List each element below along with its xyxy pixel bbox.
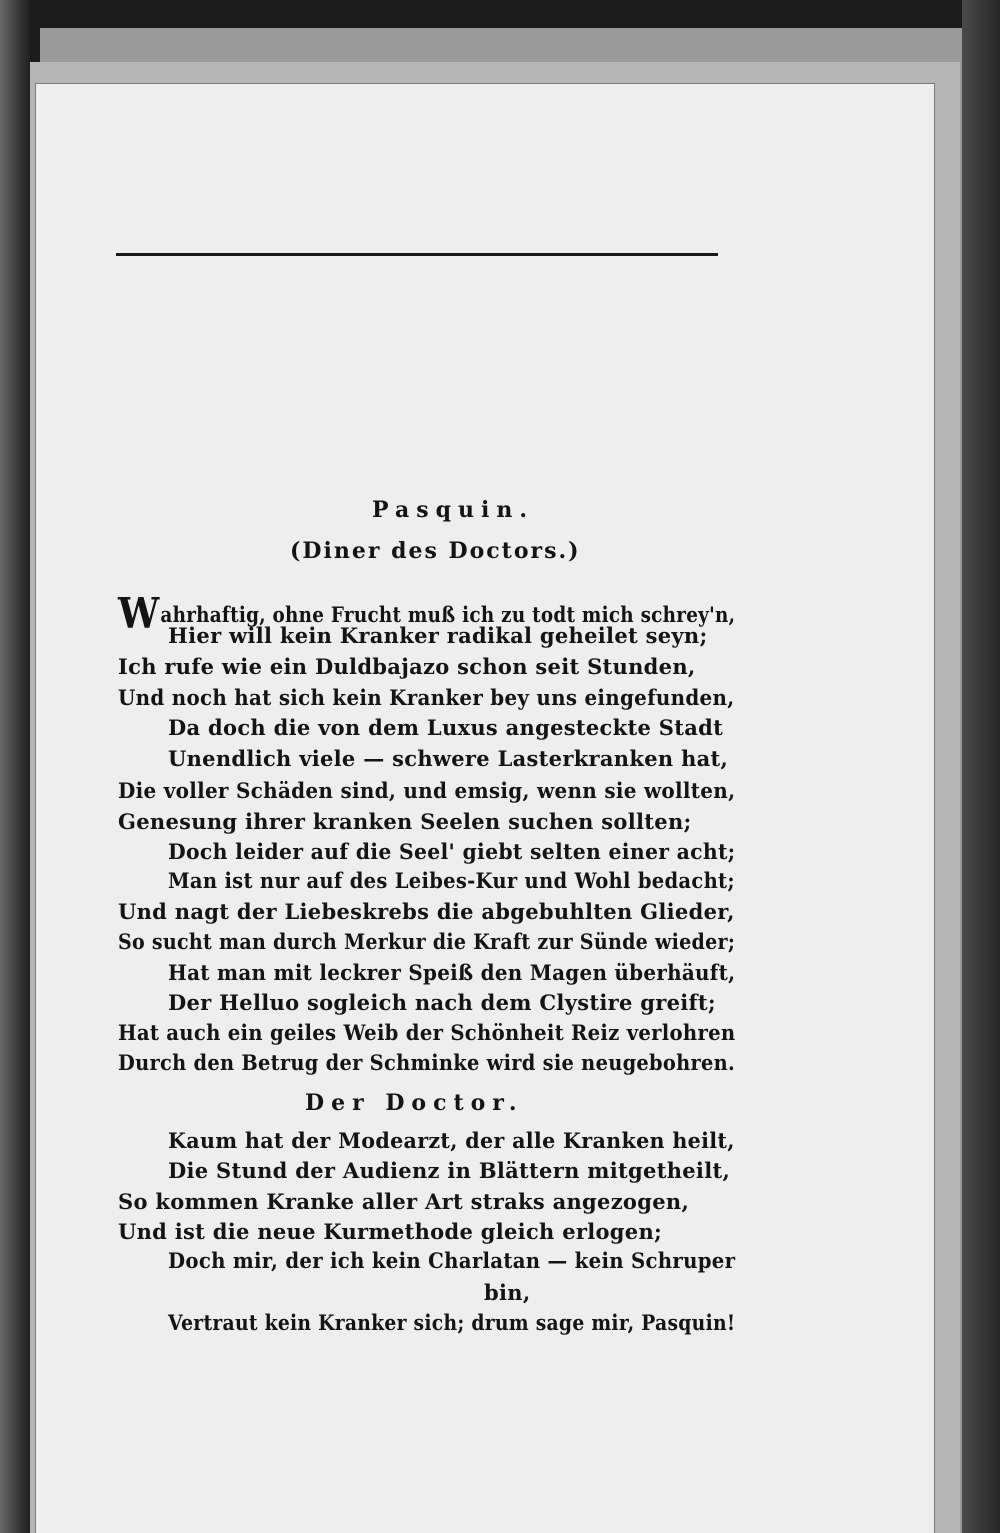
verse-line: Ich rufe wie ein Duldbajazo schon seit Stunden, [118, 654, 696, 679]
verse-line: Unendlich viele — schwere Lasterkranken hat, [168, 746, 729, 771]
heading-pasquin: Pasquin. [372, 497, 534, 523]
verse-line: Hat man mit leckrer Speiß den Magen überhäuft, [168, 960, 736, 985]
header-rule [116, 253, 718, 256]
verse-line: Und noch hat sich kein Kranker bey uns eingefunden, [118, 685, 735, 710]
verse-line: Die voller Schäden sind, und emsig, wenn sie wollten, [118, 778, 736, 803]
verse-line: Genesung ihrer kranken Seelen suchen sollten; [118, 809, 692, 834]
verse-line: Doch mir, der ich kein Charlatan — kein Schruper [168, 1248, 736, 1273]
verse-line: Doch leider auf die Seel' giebt selten einer acht; [168, 839, 736, 864]
verse-line: Und ist die neue Kurmethode gleich erlogen; [118, 1219, 663, 1244]
verse-line: Durch den Betrug der Schminke wird sie neugebohren. [118, 1050, 736, 1075]
verse-line: Kaum hat der Modearzt, der alle Kranken heilt, [168, 1128, 735, 1153]
verse-line: Vertraut kein Kranker sich; drum sage mir, Pasquin! [168, 1310, 736, 1335]
drop-cap: W [118, 589, 160, 638]
verse-line: So sucht man durch Merkur die Kraft zur Sünde wieder; [118, 929, 736, 954]
verse-line: Hier will kein Kranker radikal geheilet seyn; [168, 623, 708, 648]
verse-line-continuation: bin, [484, 1280, 531, 1305]
verse-line: Hat auch ein geiles Weib der Schönheit Reiz verlohren [118, 1020, 736, 1045]
verse-line-1: Wahrhaftig, ohne Frucht muß ich zu todt mich schrey'n, [118, 589, 736, 638]
subheading: (Diner des Doctors.) [290, 538, 581, 564]
book-edge [962, 0, 1000, 1533]
verse-line: Man ist nur auf des Leibes-Kur und Wohl bedacht; [168, 868, 735, 893]
heading-doctor: Der Doctor. [305, 1090, 524, 1116]
verse-line: Die Stund der Audienz in Blättern mitgetheilt, [168, 1158, 731, 1183]
verse-line: Und nagt der Liebeskrebs die abgebuhlten Glieder, [118, 899, 735, 924]
verse-line: So kommen Kranke aller Art straks angezogen, [118, 1189, 690, 1214]
book-spine [0, 0, 30, 1533]
verse-line: Der Helluo sogleich nach dem Clystire greift; [168, 990, 716, 1015]
verse-line: Da doch die von dem Luxus angesteckte Stadt [168, 715, 724, 740]
